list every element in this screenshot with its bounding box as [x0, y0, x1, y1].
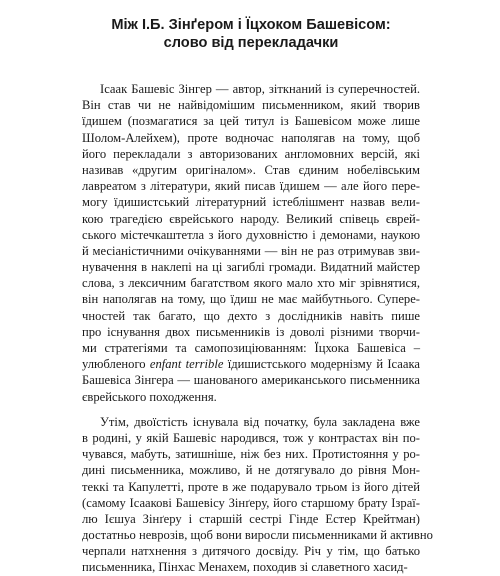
paragraph-gap [82, 405, 420, 414]
heading-line-1: Між І.Б. Зінґером і Їцхоком Башевісом: [111, 17, 391, 33]
text-line: теккі та Капулетті, проте в же подарувало трьом із його дітей [82, 479, 420, 494]
text-line: називав «другим оригіналом». Став єдиним нобелівським [82, 162, 420, 177]
text-line: (самому Ісааковi Башевісу Зінґеру, його старшому брату Ізраї- [82, 495, 420, 510]
text-line: нувачення в наклепі на ці загиблі громади. Видатний майстер [82, 260, 420, 275]
text-line: Башевіса Зінгера — шанованого американського письменника [82, 373, 420, 388]
text-line: Він став чи не найвідомішим письменником, який творив [82, 98, 420, 113]
text-line: лавреатом з літератури, який писав їдишем — але його пере- [82, 179, 420, 194]
text-line: про існування двох письменників із доволі різними творчи- [82, 324, 420, 339]
paragraph [82, 414, 433, 576]
text-line: чностей так багато, що дехто з дослідників навіть пише [82, 308, 420, 323]
text-line: черпали натхнення з дитячого досвіду. Річ у тім, що батько [82, 544, 420, 559]
text-line: Ісаак Башевіс Зінгер — автор, зіткнаний із суперечностей. [100, 82, 420, 96]
text-line: улюбленого enfant terrible їдишистського модернізму й Ісаака [82, 357, 420, 372]
body-text [82, 81, 433, 576]
text-line: й месіаністичними очікуваннями — він не раз отримував зви- [82, 243, 420, 258]
text-line: Утім, двоїстість існувала від початку, була закладена вже [100, 414, 420, 429]
paragraph [82, 81, 420, 405]
text-line: ми стратегіями та самопозиціюванням: Їцхока Башевіса – [82, 341, 420, 355]
text-line: ського містечкаштетла з його духовністю і демонами, наукою [82, 227, 420, 242]
text-line: слова, з лексичним багатством якого мало хто міг зрівнятися, [82, 276, 420, 291]
text-line: достатньо неврозів, щоб вони виросли письменниками й активно [82, 528, 433, 543]
page-content [82, 16, 433, 576]
text-line: дині письменника, можливо, й не дотягувало до рівня Мон- [82, 463, 420, 478]
italic-term: enfant terrible [149, 357, 224, 372]
text-line: їдишем (позмагатися за цей титул із Башевісом може лише [82, 114, 420, 129]
text-line: лю Ієшуа Зінґеру і старшій сестрі Гінде Естер Крейтман) [82, 511, 420, 526]
chapter-heading [82, 16, 420, 52]
text-line: Шолом-Алейхем), проте водночас наполягав на тому, щоб [82, 130, 420, 145]
text-line: його перекладали з авторизованих англомовних версій, які [82, 146, 420, 161]
text-line: єврейського походження. [82, 389, 217, 404]
text-line: письменника, Пінхас Менахем, походив зі славетного хасид- [82, 560, 408, 575]
text-line: чувався, мабуть, затишніше, ніж без них. Протистояння у ро- [82, 447, 420, 462]
text-line: кою трагедією єврейського народу. Великий співець єврей- [82, 211, 420, 226]
text-line: він наполягав на тому, що їдиш не має майбутнього. Супере- [82, 292, 420, 307]
text-line: в родині, у якій Башевіс народився, тож у контрастах він по- [82, 430, 420, 445]
heading-line-2: слово від перекладачки [163, 35, 339, 51]
text-line: могу їдишистський літературний істеблішмент назвав вели- [82, 195, 420, 210]
